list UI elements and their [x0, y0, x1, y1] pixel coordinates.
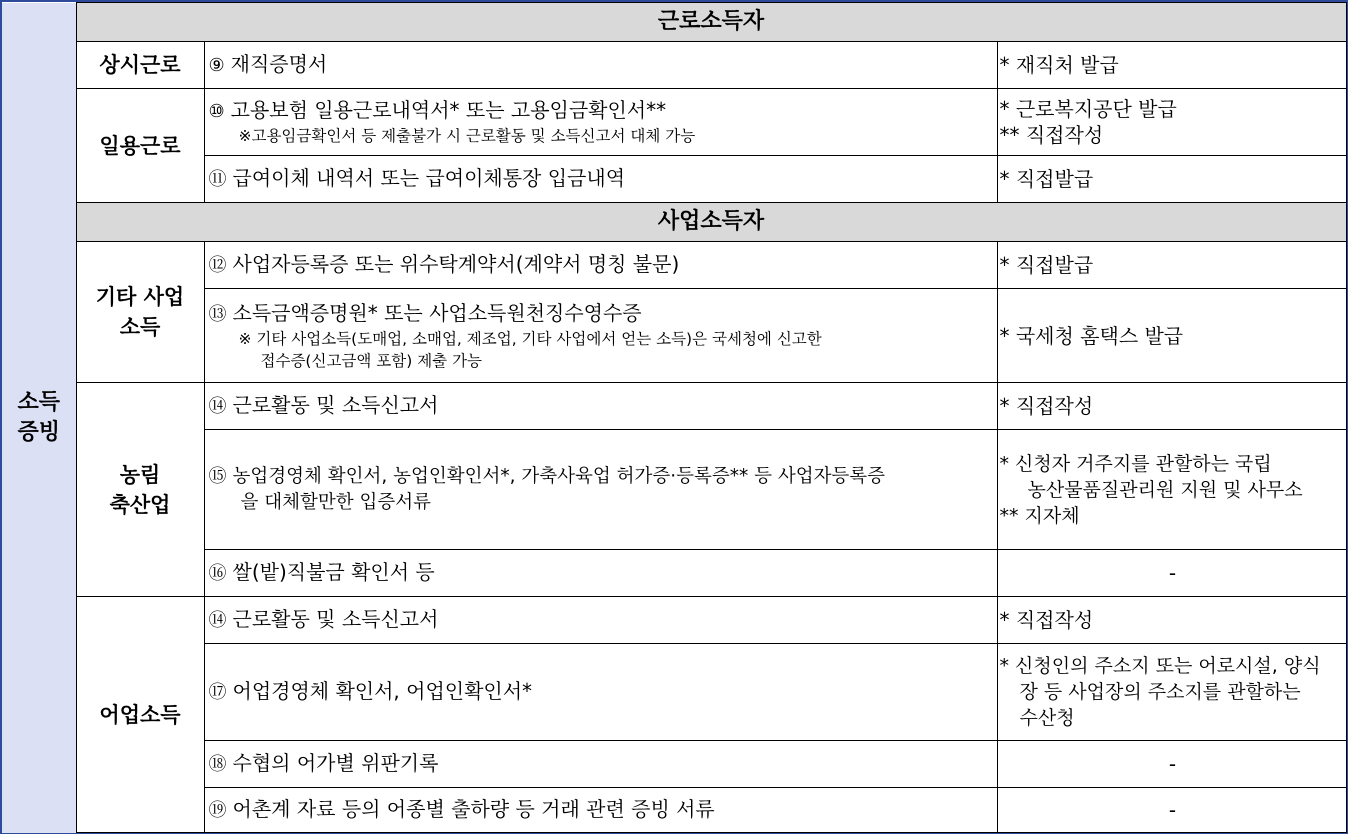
- section-employment-header: 근로소득자: [76, 3, 1346, 42]
- item-number: ⑪: [208, 169, 227, 190]
- document-name: 소득금액증명원* 또는 사업소득원천징수영수증: [232, 300, 642, 325]
- issuer-text: 수산청: [1019, 707, 1075, 729]
- document-name: 어촌계 자료 등의 어종별 출하량 등 거래 관련 증빙 서류: [232, 797, 715, 821]
- document-name-continued: 을 대체할만한 입증서류: [240, 491, 431, 513]
- issuer-cell: [997, 741, 1346, 788]
- category-income-proof: [2, 3, 76, 833]
- issuer-cell: [997, 597, 1346, 644]
- issuer-text: * 신청자 거주지를 관할하는 국립: [999, 452, 1272, 475]
- item-number: ⑫: [208, 255, 227, 276]
- document-cell: [204, 788, 997, 833]
- item-number: ⑭: [208, 396, 227, 417]
- document-name: 고용보험 일용근로내역서* 또는 고용임금확인서**: [230, 98, 667, 122]
- subcategory-farming: [76, 383, 204, 597]
- item-number: ⑭: [208, 610, 227, 631]
- issuer-cell: [997, 550, 1346, 597]
- item-number: ⑯: [208, 563, 227, 584]
- document-cell: [204, 383, 997, 430]
- section-business-header: 사업소득자: [76, 203, 1346, 242]
- document-name: 재직증명서: [230, 52, 328, 76]
- item-number: ⑲: [208, 800, 227, 821]
- subcategory-other-business: [76, 242, 204, 383]
- document-cell: [204, 430, 997, 550]
- issuer-text: * 직접발급: [999, 253, 1094, 277]
- issuer-text: * 재직처 발급: [999, 53, 1119, 77]
- subcategory-regular: 상시근로: [76, 42, 204, 89]
- issuer-cell: [997, 89, 1346, 156]
- document-cell: [204, 242, 997, 289]
- issuer-text: * 직접발급: [999, 167, 1094, 191]
- issuer-cell: [997, 289, 1346, 383]
- document-name: 사업자등록증 또는 위수탁계약서(계약서 명칭 불문): [232, 252, 680, 276]
- issuer-text: * 직접작성: [999, 394, 1094, 418]
- document-note: ※고용임금확인서 등 제출불가 시 근로활동 및 소득신고서 대체 가능: [238, 127, 696, 145]
- document-cell: [204, 289, 997, 383]
- issuer-cell: [997, 42, 1346, 89]
- issuer-text: -: [1168, 798, 1177, 822]
- item-number: ⑱: [208, 754, 227, 775]
- document-cell: [204, 741, 997, 788]
- issuer-cell: [997, 156, 1346, 203]
- issuer-text: 농산물품질관리원 지원 및 사무소: [1027, 478, 1303, 501]
- item-number: ⑮: [208, 465, 227, 487]
- document-name: 근로활동 및 소득신고서: [232, 393, 439, 417]
- issuer-text: -: [1168, 752, 1177, 776]
- subcategory-label-line1: 농림: [119, 462, 161, 487]
- item-number: ⑰: [208, 682, 227, 703]
- issuer-text: ** 지자체: [999, 504, 1080, 527]
- category-label-line2: 증빙: [17, 419, 60, 445]
- document-name: 수협의 어가별 위판기록: [232, 751, 439, 775]
- subcategory-fishery: 어업소득: [76, 597, 204, 833]
- subcategory-label-line1: 기타 사업: [95, 285, 185, 309]
- document-name: 농업경영체 확인서, 농업인확인서*, 가축사육업 허가증·등록증** 등 사업자등록증: [232, 465, 886, 487]
- issuer-text: 장 등 사업장의 주소지를 관할하는: [1019, 681, 1301, 703]
- document-name: 쌀(밭)직불금 확인서 등: [232, 560, 435, 584]
- subcategory-label-line2: 소득: [119, 315, 161, 339]
- issuer-cell: [997, 788, 1346, 833]
- item-number: ⑩: [208, 101, 225, 122]
- issuer-cell: [997, 644, 1346, 741]
- issuer-text: * 신청인의 주소지 또는 어로시설, 양식: [999, 655, 1321, 677]
- document-note: 접수증(신고금액 포함) 제출 가능: [260, 351, 483, 370]
- document-cell: [204, 89, 997, 156]
- item-number: ⑬: [208, 303, 227, 325]
- issuer-text: ** 직접작성: [999, 123, 1104, 147]
- document-name: 어업경영체 확인서, 어업인확인서*: [232, 679, 533, 703]
- subcategory-daily: 일용근로: [76, 89, 204, 203]
- document-cell: [204, 156, 997, 203]
- issuer-cell: [997, 430, 1346, 550]
- category-label-line1: 소득: [17, 389, 60, 415]
- issuer-text: * 근로복지공단 발급: [999, 97, 1177, 121]
- income-proof-table: [2, 2, 1347, 833]
- issuer-text: * 국세청 홈택스 발급: [999, 323, 1184, 348]
- issuer-text: * 직접작성: [999, 608, 1094, 632]
- document-cell: [204, 644, 997, 741]
- document-cell: [204, 597, 997, 644]
- issuer-text: -: [1168, 561, 1177, 585]
- document-cell: [204, 550, 997, 597]
- subcategory-label-line2: 축산업: [109, 492, 171, 517]
- document-cell: [204, 42, 997, 89]
- item-number: ⑨: [208, 55, 225, 76]
- document-note: ※ 기타 사업소득(도매업, 소매업, 제조업, 기타 사업에서 얻는 소득)은 국세청에 신고한: [238, 329, 822, 348]
- issuer-cell: [997, 242, 1346, 289]
- document-name: 근로활동 및 소득신고서: [232, 607, 439, 631]
- issuer-cell: [997, 383, 1346, 430]
- document-name: 급여이체 내역서 또는 급여이체통장 입금내역: [232, 166, 626, 190]
